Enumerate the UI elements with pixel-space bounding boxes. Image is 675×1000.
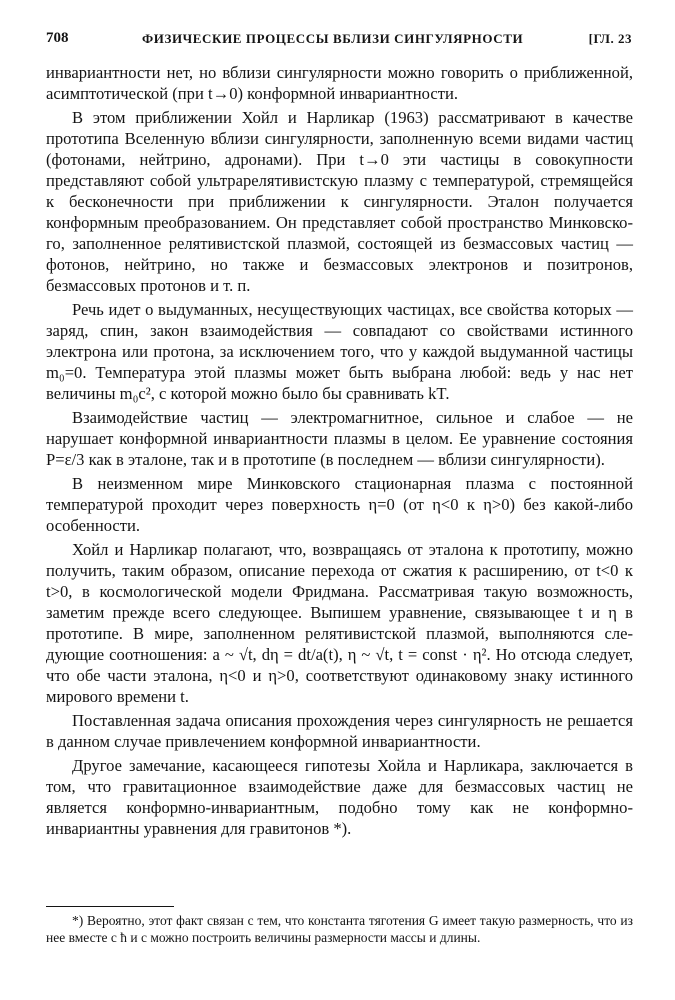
body-text bbox=[46, 62, 633, 839]
paragraph: Речь идет о выдуманных, несуществующих частицах, все свойства которых — заряд, спин, закон взаимодействия — совпадают со свойствами истинного электрона или протона, за исключением того, что у каждой выдуманной частицы m₀=0. Температура этой плазмы может быть выбрана любой: ведь у нас нет величины m₀c², с которой можно было бы сравнивать kT. bbox=[46, 300, 633, 403]
paragraph: В этом приближении Хойл и Нарликар (1963) рассматривают в качестве прототипа Вселенную вблизи сингулярности, заполненную всеми видами частиц (фотонами, нейтрино, адронами). При t→0 эти частицы в совокупности представляют собой ультрарелятивистскую плазму с температурой, стремящейся к бесконечности при приближении к сингулярности. Эталон получается конформным преобразованием. Он представляет собой пространство Минковского, заполненное релятивистской плазмой, состоящей из безмассовых частиц — фотонов, нейтрино, но также и безмассовых электронов и позитронов, безмассовых протонов и т. п. bbox=[46, 108, 633, 295]
footnote-text: *) Вероятно, этот факт связан с тем, что константа тяготения G имеет такую размерность, что из нее вместе с ħ и c можно построить величины размерности массы и длины. bbox=[46, 913, 633, 945]
running-title: ФИЗИЧЕСКИЕ ПРОЦЕССЫ ВБЛИЗИ СИНГУЛЯРНОСТИ bbox=[142, 31, 524, 46]
paragraph: Хойл и Нарликар полагают, что, возвращаясь от эталона к прототипу, можно получить, таким образом, описание перехода от сжатия к расширению, от t<0 к t>0, в космологической модели Фридмана. Рассматривая такую возможность, заметим прежде всего следующее. Выпишем уравнение, связывающее t и η в прототипе. В мире, заполненном релятивистской плазмой, выполняются следующие соотношения: a ~ √t, dη = dt/a(t), η ~ √t, t = const · η². Но отсюда следует, что обе части эталона, η<0 и η>0, соответствуют одинаковому знаку истинного мирового времени t. bbox=[46, 540, 633, 706]
page-number: 708 bbox=[46, 30, 69, 46]
footnote bbox=[46, 912, 633, 946]
chapter-label: [ГЛ. 23 bbox=[588, 31, 632, 46]
running-header bbox=[46, 30, 632, 52]
paragraph: инвариантности нет, но вблизи сингулярности можно говорить о приближенной, асимптотической (при t→0) конформной инвариантности. bbox=[46, 63, 633, 103]
footnote-divider bbox=[46, 906, 174, 907]
paragraph: В неизменном мире Минковского стационарная плазма с постоянной температурой проходит через поверхность η=0 (от η<0 к η>0) без какой-либо особенности. bbox=[46, 474, 633, 535]
paragraph: Поставленная задача описания прохождения через сингулярность не решается в данном случае привлечением конформной инвариантности. bbox=[46, 711, 633, 751]
paragraph: Взаимодействие частиц — электромагнитное, сильное и слабое — не нарушает конформной инвариантности плазмы в целом. Ее уравнение состояния P=ε/3 как в эталоне, так и в прототипе (в последнем — вблизи сингулярности). bbox=[46, 408, 633, 469]
paragraph: Другое замечание, касающееся гипотезы Хойла и Нарликара, заключается в том, что гравитационное взаимодействие даже для безмассовых частиц не является конформно-инвариантным, подобно тому как не конформно-инвариантны уравнения для гравитонов *). bbox=[46, 756, 633, 838]
